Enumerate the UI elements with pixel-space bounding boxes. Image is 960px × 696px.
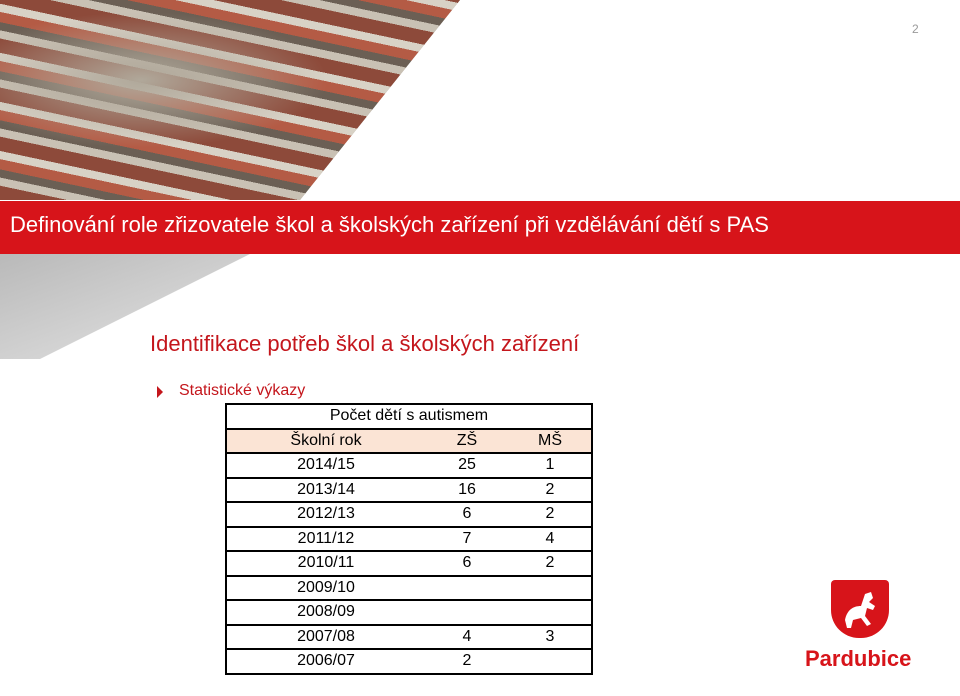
header-zs: ZŠ (425, 429, 509, 454)
cell-year: 2011/12 (226, 527, 425, 552)
cell-zs: 6 (425, 502, 509, 527)
cell-zs (425, 600, 509, 625)
bullet-text: Statistické výkazy (179, 382, 306, 399)
cell-year: 2014/15 (226, 453, 425, 478)
statistics-table (225, 403, 593, 675)
cell-zs: 16 (425, 478, 509, 503)
cell-ms (509, 600, 592, 625)
cell-ms: 1 (509, 453, 592, 478)
horse-shield-icon (831, 580, 889, 638)
table-header-row (226, 429, 592, 454)
table-row (226, 576, 592, 601)
cell-ms: 2 (509, 551, 592, 576)
cell-zs (425, 576, 509, 601)
cell-ms (509, 576, 592, 601)
cell-zs: 6 (425, 551, 509, 576)
header-school-year: Školní rok (226, 429, 425, 454)
pardubice-logo (805, 580, 915, 675)
cell-ms: 2 (509, 502, 592, 527)
cell-zs: 4 (425, 625, 509, 650)
cell-zs: 7 (425, 527, 509, 552)
cell-year: 2013/14 (226, 478, 425, 503)
header-ms: MŠ (509, 429, 592, 454)
cell-year: 2007/08 (226, 625, 425, 650)
table-row (226, 600, 592, 625)
table-row (226, 551, 592, 576)
table-row (226, 502, 592, 527)
slide-title: Definování role zřizovatele škol a školských zařízení při vzdělávání dětí s PAS (10, 212, 769, 237)
cell-year: 2009/10 (226, 576, 425, 601)
table-row (226, 527, 592, 552)
cell-ms: 3 (509, 625, 592, 650)
cell-year: 2010/11 (226, 551, 425, 576)
table-caption: Počet dětí s autismem (226, 404, 592, 429)
cell-ms: 2 (509, 478, 592, 503)
cell-year: 2012/13 (226, 502, 425, 527)
table-row (226, 453, 592, 478)
logo-text: Pardubice (805, 646, 912, 671)
table-row (226, 649, 592, 674)
cell-zs: 25 (425, 453, 509, 478)
table-row (226, 625, 592, 650)
slide-subtitle: Identifikace potřeb škol a školských zařízení (150, 331, 580, 356)
cell-zs: 2 (425, 649, 509, 674)
cell-year: 2006/07 (226, 649, 425, 674)
bullet-arrow-icon (157, 386, 163, 398)
city-photo (0, 0, 470, 200)
table-caption-row (226, 404, 592, 429)
page-number: 2 (912, 22, 919, 36)
cell-ms: 4 (509, 527, 592, 552)
cell-ms (509, 649, 592, 674)
table-row (226, 478, 592, 503)
cell-year: 2008/09 (226, 600, 425, 625)
